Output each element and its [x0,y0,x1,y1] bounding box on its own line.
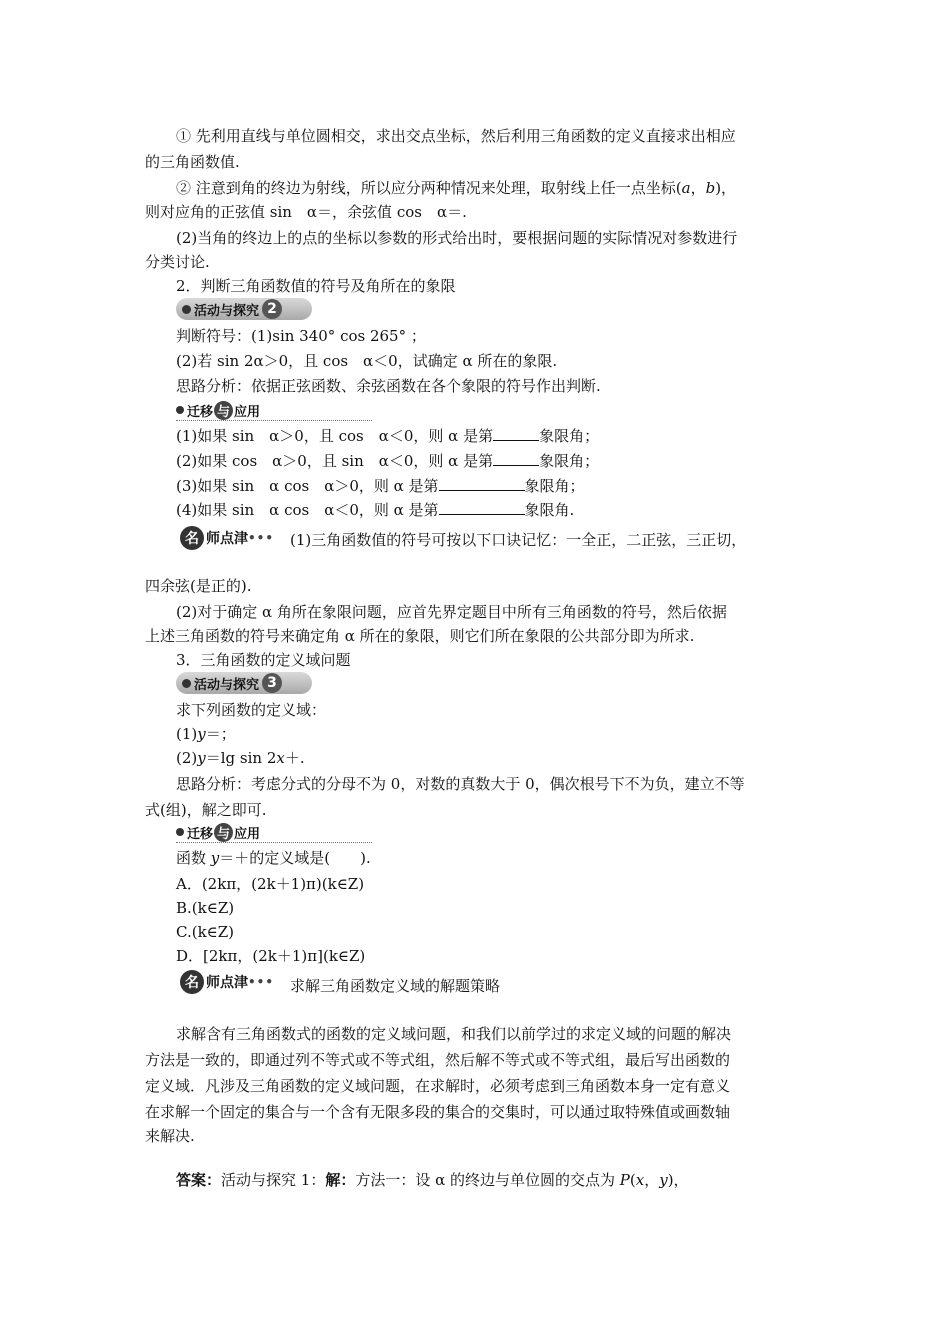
text-line: (2)对于确定 α 角所在象限问题，应首先界定题目中所有三角函数的符号，然后依据 [176,603,727,621]
section-heading: 2．判断三角函数值的符号及角所在的象限 [176,277,456,295]
text-line: (4)如果 sin α cos α＜0，则 α 是第 象限角. [176,501,575,519]
text-line: (3)如果 sin α cos α＞0，则 α 是第 象限角； [176,477,585,495]
text-line: (2)y＝lg sin 2x＋. [176,749,305,767]
text-line: 定义域．凡涉及三角函数的定义域问题，在求解时，必须考虑到三角函数本身一定有意义 [145,1077,731,1095]
text-line: 式(组)，解之即可. [145,801,267,819]
text-line: (1)y＝； [176,725,236,743]
bullet-icon [182,679,191,688]
text-line: 思路分析：依据正弦函数、余弦函数在各个象限的符号作出判断. [176,377,601,395]
text-line: 方法是一致的，即通过列不等式或不等式组，然后解不等式或不等式组，最后写出函数的 [145,1051,731,1069]
answer-blank[interactable] [493,451,539,466]
text-line: 则对应角的正弦值 sin α＝，余弦值 cos α＝. [145,203,467,221]
text-line: (2)如果 cos α＞0，且 sin α＜0，则 α 是第 象限角； [176,452,600,470]
text-line: (1)三角函数值的符号可按以下口诀记忆：一全正，二正弦，三正切， [290,531,747,549]
teacher-note-badge: 名 师点津 ••• [180,526,290,550]
text-line: 思路分析：考虑分式的分母不为 0，对数的真数大于 0，偶次根号下不为负，建立不等 [176,775,745,793]
text-line: (1)如果 sin α＞0，且 cos α＜0，则 α 是第 象限角； [176,427,600,445]
text-line: (2)若 sin 2α＞0，且 cos α＜0，试确定 α 所在的象限. [176,352,558,370]
text-line: 函数 y＝＋的定义域是( ). [176,849,371,867]
option-b[interactable]: B.(k∈Z) [176,899,235,917]
activity-badge: 活动与探究 3 [176,672,312,694]
option-c[interactable]: C.(k∈Z) [176,923,235,941]
section-heading: 3．三角函数的定义域问题 [176,651,351,669]
bullet-icon [176,406,184,414]
text-line: 的三角函数值. [145,153,240,171]
text-line: 求解三角函数定义域的解题策略 [290,977,501,995]
bullet-icon [182,305,191,314]
answer-line: 答案：活动与探究 1：解：方法一：设 α 的终边与单位圆的交点为 P(x，y)， [176,1171,689,1189]
text-line: 上述三角函数的符号来确定角 α 所在的象限，则它们所在象限的公共部分即为所求. [145,627,695,645]
text-line: ② 注意到角的终边为射线，所以应分两种情况来处理，取射线上任一点坐标(a，b)， [176,179,737,197]
bullet-icon [176,828,184,836]
text-line: 求下列函数的定义域： [176,701,327,719]
text-line: 求解含有三角函数式的函数的定义域问题，和我们以前学过的求定义域的问题的解决 [176,1025,732,1043]
activity-badge: 活动与探究 2 [176,298,312,320]
option-a[interactable]: A．(2kπ，(2k＋1)π)(k∈Z) [176,875,365,893]
transfer-badge: 迁移 与 应用 [176,400,372,421]
text-line: 在求解一个固定的集合与一个含有无限多段的集合的交集时，可以通过取特殊值或画数轴 [145,1103,731,1121]
answer-blank[interactable] [439,500,525,515]
text-line: 来解决. [145,1127,195,1145]
answer-blank[interactable] [439,476,525,491]
text-line: (2)当角的终边上的点的坐标以参数的形式给出时，要根据问题的实际情况对参数进行 [176,229,738,247]
text-line: 分类讨论. [145,253,210,271]
text-line: ① 先利用直线与单位圆相交，求出交点坐标，然后利用三角函数的定义直接求出相应 [176,127,736,145]
teacher-note-badge: 名 师点津 ••• [180,970,290,994]
text-line: 四余弦(是正的). [145,577,252,595]
text-line: 判断符号：(1)sin 340° cos 265° ； [176,327,426,345]
transfer-badge: 迁移 与 应用 [176,822,372,843]
answer-blank[interactable] [493,426,539,441]
option-d[interactable]: D．[2kπ，(2k＋1)π](k∈Z) [176,947,366,965]
